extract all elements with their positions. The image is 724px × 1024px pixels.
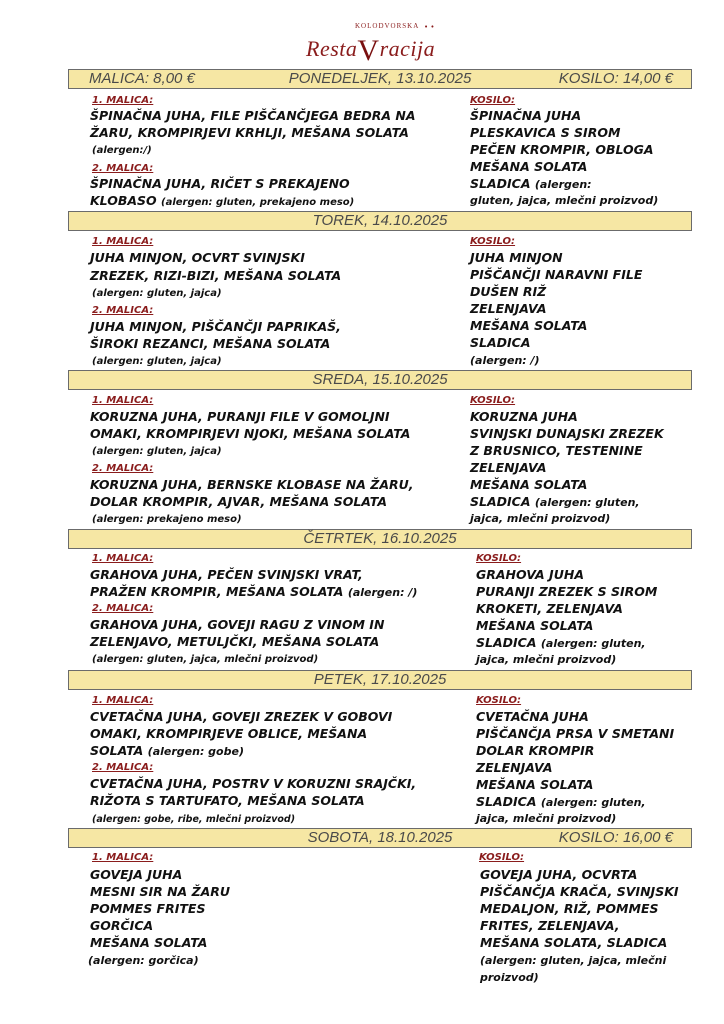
menu-line-text: PRAŽEN KROMPIR, MEŠANA SOLATA [90, 584, 344, 599]
menu-line: RIŽOTA S TARTUFATO, MEŠANA SOLATA [90, 793, 365, 808]
allergen-line: (alergen: gluten, jajca, mlečni proizvod) [92, 654, 319, 665]
menu-line: GRAHOVA JUHA [476, 567, 584, 582]
menu-line: DOLAR KROMPIR, AJVAR, MEŠANA SOLATA [90, 494, 387, 509]
allergen-text: (alergen: gluten, prekajeno meso) [161, 197, 355, 208]
menu-line [476, 793, 646, 811]
menu-line: MEDALJON, RIŽ, POMMES [480, 901, 659, 916]
allergen-text: (alergen: gluten, [534, 496, 640, 509]
allergen-line: (alergen: gluten, jajca) [92, 356, 222, 367]
allergen-line: gluten, jajca, mlečni proizvod) [470, 194, 659, 207]
menu-line: ZELENJAVO, METULJČKI, MEŠANA SOLATA [90, 634, 380, 649]
menu-line: GORČICA [90, 918, 154, 933]
logo-top-text: KOLODVORSKA [355, 22, 420, 30]
menu-line [90, 742, 244, 760]
menu-line: OMAKI, KROMPIRJEVI NJOKI, MEŠANA SOLATA [90, 426, 411, 441]
allergen-line: proizvod) [480, 971, 539, 984]
logo-part1: Resta [306, 36, 358, 61]
menu-line: FRITES, ZELENJAVA, [480, 918, 620, 933]
allergen-line: jajca, mlečni proizvod) [476, 653, 617, 666]
menu-line: OMAKI, KROMPIRJEVE OBLICE, MEŠANA [90, 726, 368, 741]
menu-line: SLADICA [470, 335, 531, 350]
day-header-wednesday [68, 370, 692, 390]
menu-line: GOVEJA JUHA [90, 867, 183, 882]
allergen-line: (alergen: gluten, jajca) [92, 446, 222, 457]
day-title: TOREK, 14.10.2025 [312, 212, 448, 229]
allergen-line: jajca, mlečni proizvod) [476, 812, 617, 825]
allergen-text: (alergen: /) [347, 586, 418, 599]
menu-line-text: SLADICA [476, 794, 537, 809]
menu-line: GRAHOVA JUHA, PEČEN SVINJSKI VRAT, [90, 567, 363, 582]
malica-1-label: 1. MALICA: [92, 395, 154, 406]
day-header-monday [68, 69, 692, 89]
day-title: ČETRTEK, 16.10.2025 [303, 530, 457, 547]
menu-line: POMMES FRITES [90, 901, 206, 916]
allergen-text: (alergen: gluten, [540, 637, 646, 650]
menu-line: PIŠČANČJI NARAVNI FILE [470, 267, 643, 282]
day-header-tuesday [68, 211, 692, 231]
day-header-thursday [68, 529, 692, 549]
malica-price: MALICA: 8,00 € [89, 70, 195, 87]
menu-line: CVETAČNA JUHA, POSTRV V KORUZNI SRAJČKI, [90, 776, 417, 791]
malica-2-label: 2. MALICA: [92, 603, 154, 614]
menu-line: PLESKAVICA S SIROM [470, 125, 621, 140]
kosilo-label: KOSILO: [476, 695, 522, 706]
menu-line: SVINJSKI DUNAJSKI ZREZEK [470, 426, 664, 441]
menu-line: ZREZEK, RIZI-BIZI, MEŠANA SOLATA [90, 268, 342, 283]
malica-1-label: 1. MALICA: [92, 695, 154, 706]
menu-line: MEŠANA SOLATA, SLADICA [480, 935, 668, 950]
menu-line: MEŠANA SOLATA [470, 318, 588, 333]
day-title: SOBOTA, 18.10.2025 [307, 829, 453, 846]
menu-line [470, 175, 592, 193]
allergen-text: (alergen: [534, 178, 592, 191]
malica-1-label: 1. MALICA: [92, 95, 154, 106]
malica-1-label: 1. MALICA: [92, 553, 154, 564]
allergen-text: (alergen: gobe) [147, 745, 244, 758]
allergen-text: (alergen: gluten, [540, 796, 646, 809]
day-header-friday [68, 670, 692, 690]
menu-line: KORUZNA JUHA [470, 409, 578, 424]
allergen-line: (alergen: gluten, jajca) [92, 288, 222, 299]
menu-line: KROKETI, ZELENJAVA [476, 601, 623, 616]
allergen-line: (alergen: gorčica) [88, 954, 199, 967]
menu-line-text: SOLATA [90, 743, 144, 758]
menu-line: PIŠČANČJA PRSA V SMETANI [476, 726, 675, 741]
menu-line [476, 634, 646, 652]
menu-line: PURANJI ZREZEK S SIROM [476, 584, 658, 599]
menu-line: GOVEJA JUHA, OCVRTA [480, 867, 638, 882]
malica-2-label: 2. MALICA: [92, 163, 154, 174]
kosilo-price: KOSILO: 16,00 € [558, 829, 673, 846]
malica-2-label: 2. MALICA: [92, 762, 154, 773]
day-title: PONEDELJEK, 13.10.2025 [288, 70, 472, 87]
menu-line: JUHA MINJON, PIŠČANČJI PAPRIKAŠ, [90, 319, 341, 334]
kosilo-label: KOSILO: [470, 395, 516, 406]
menu-line [90, 583, 417, 601]
menu-line: MEŠANA SOLATA [476, 777, 594, 792]
menu-line: MEŠANA SOLATA [470, 159, 588, 174]
kosilo-price: KOSILO: 14,00 € [558, 70, 673, 87]
menu-line-text: SLADICA [476, 635, 537, 650]
menu-line: Z BRUSNICO, TESTENINE [470, 443, 643, 458]
malica-2-label: 2. MALICA: [92, 463, 154, 474]
menu-line: ZELENJAVA [476, 760, 553, 775]
menu-line-text: SLADICA [470, 176, 531, 191]
menu-line: JUHA MINJON, OCVRT SVINJSKI [90, 250, 305, 265]
menu-line: JUHA MINJON [470, 250, 563, 265]
logo-dots: • • [424, 23, 435, 31]
menu-line: ŠPINAČNA JUHA, FILE PIŠČANČJEGA BEDRA NA [90, 108, 416, 123]
allergen-line: (alergen:/) [92, 145, 152, 156]
kosilo-label: KOSILO: [470, 95, 516, 106]
malica-1-label: 1. MALICA: [92, 236, 154, 247]
malica-2-label: 2. MALICA: [92, 305, 154, 316]
day-title: PETEK, 17.10.2025 [313, 671, 447, 688]
day-header-saturday [68, 828, 692, 848]
allergen-line: (alergen: prekajeno meso) [92, 514, 242, 525]
day-title: SREDA, 15.10.2025 [312, 371, 448, 388]
logo-v: V [357, 34, 380, 67]
menu-line: ZELENJAVA [470, 301, 547, 316]
menu-line: PIŠČANČJA KRAČA, SVINJSKI [480, 884, 679, 899]
menu-line: DUŠEN RIŽ [470, 284, 547, 299]
logo-wordmark [306, 30, 436, 67]
menu-line: PEČEN KROMPIR, OBLOGA [470, 142, 654, 157]
menu-line: GRAHOVA JUHA, GOVEJI RAGU Z VINOM IN [90, 617, 385, 632]
restaurant-logo [0, 18, 724, 67]
allergen-line: (alergen: /) [470, 354, 540, 367]
menu-line: ZELENJAVA [470, 460, 547, 475]
menu-line: MESNI SIR NA ŽARU [90, 884, 231, 899]
kosilo-label: KOSILO: [476, 553, 522, 564]
kosilo-label: KOSILO: [470, 236, 516, 247]
menu-line: ŠPINAČNA JUHA [470, 108, 582, 123]
menu-line: MEŠANA SOLATA [90, 935, 208, 950]
menu-line: ŠIROKI REZANCI, MEŠANA SOLATA [90, 336, 331, 351]
malica-1-label: 1. MALICA: [92, 852, 154, 863]
logo-part2: racija [379, 36, 436, 61]
menu-line [470, 493, 640, 511]
menu-line: KORUZNA JUHA, PURANJI FILE V GOMOLJNI [90, 409, 390, 424]
menu-line: CVETAČNA JUHA, GOVEJI ZREZEK V GOBOVI [90, 709, 393, 724]
menu-line [90, 192, 354, 211]
menu-line-text: KLOBASO [90, 193, 157, 208]
allergen-line: (alergen: gobe, ribe, mlečni proizvod) [92, 814, 296, 825]
menu-line: ŠPINAČNA JUHA, RIČET S PREKAJENO [90, 176, 350, 191]
allergen-line: (alergen: gluten, jajca, mlečni [480, 954, 667, 967]
menu-line: ŽARU, KROMPIRJEVI KRHLJI, MEŠANA SOLATA [90, 125, 409, 140]
menu-line: MEŠANA SOLATA [470, 477, 588, 492]
menu-line-text: SLADICA [470, 494, 531, 509]
kosilo-label: KOSILO: [479, 852, 525, 863]
menu-line: DOLAR KROMPIR [476, 743, 595, 758]
menu-line: KORUZNA JUHA, BERNSKE KLOBASE NA ŽARU, [90, 477, 414, 492]
menu-line: CVETAČNA JUHA [476, 709, 589, 724]
menu-line: MEŠANA SOLATA [476, 618, 594, 633]
allergen-line: jajca, mlečni proizvod) [470, 512, 611, 525]
